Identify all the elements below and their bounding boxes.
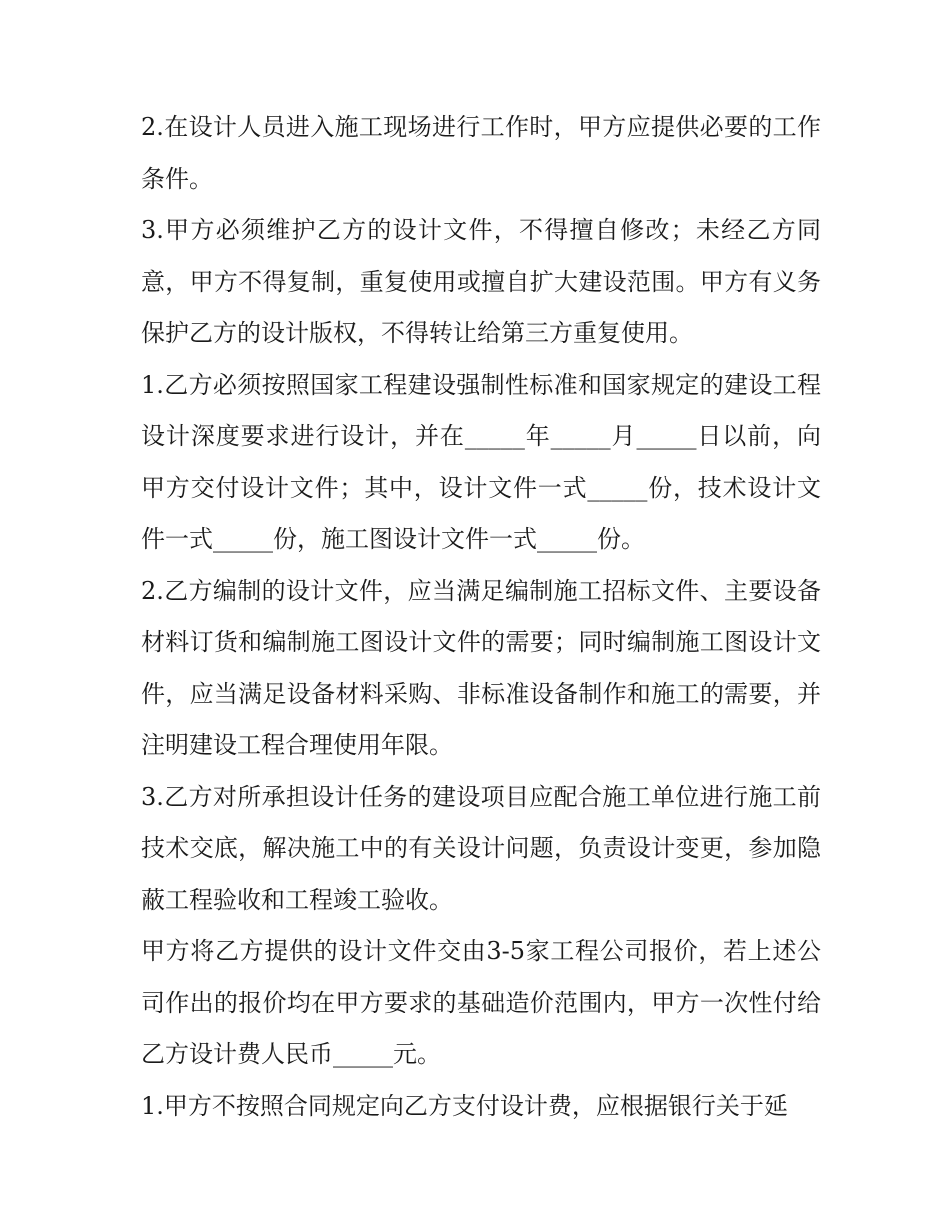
paragraph-2: 3.甲方必须维护乙方的设计文件，不得擅自修改；未经乙方同意，甲方不得复制，重复使用或擅自扩大建设范围。甲方有义务保护乙方的设计版权，不得转让给第三方重复使用。 <box>141 216 821 347</box>
paragraph-5: 3.乙方对所承担设计任务的建设项目应配合施工单位进行施工前技术交底，解决施工中的有关设计问题，负责设计变更，参加隐蔽工程验收和工程竣工验收。 <box>141 782 821 914</box>
paragraph-7: 1.甲方不按照合同规定向乙方支付设计费，应根据银行关于延 <box>141 1091 788 1120</box>
document-body <box>141 102 821 1132</box>
paragraph-3: 1.乙方必须按照国家工程建设强制性标准和国家规定的建设工程设计深度要求进行设计，并在_____年_____月_____日以前，向甲方交付设计文件；其中，设计文件一式_____份，技术设计文件一式_____份，施工图设计文件一式_____份。 <box>141 370 821 553</box>
paragraph-4: 2.乙方编制的设计文件，应当满足编制施工招标文件、主要设备材料订货和编制施工图设计文件的需要；同时编制施工图设计文件，应当满足设备材料采购、非标准设备制作和施工的需要，并注明建设工程合理使用年限。 <box>141 576 821 759</box>
paragraph-1: 2.在设计人员进入施工现场进行工作时，甲方应提供必要的工作条件。 <box>141 113 821 193</box>
paragraph-6: 甲方将乙方提供的设计文件交由3-5家工程公司报价，若上述公司作出的报价均在甲方要求的基础造价范围内，甲方一次性付给乙方设计费人民币_____元。 <box>141 937 821 1068</box>
